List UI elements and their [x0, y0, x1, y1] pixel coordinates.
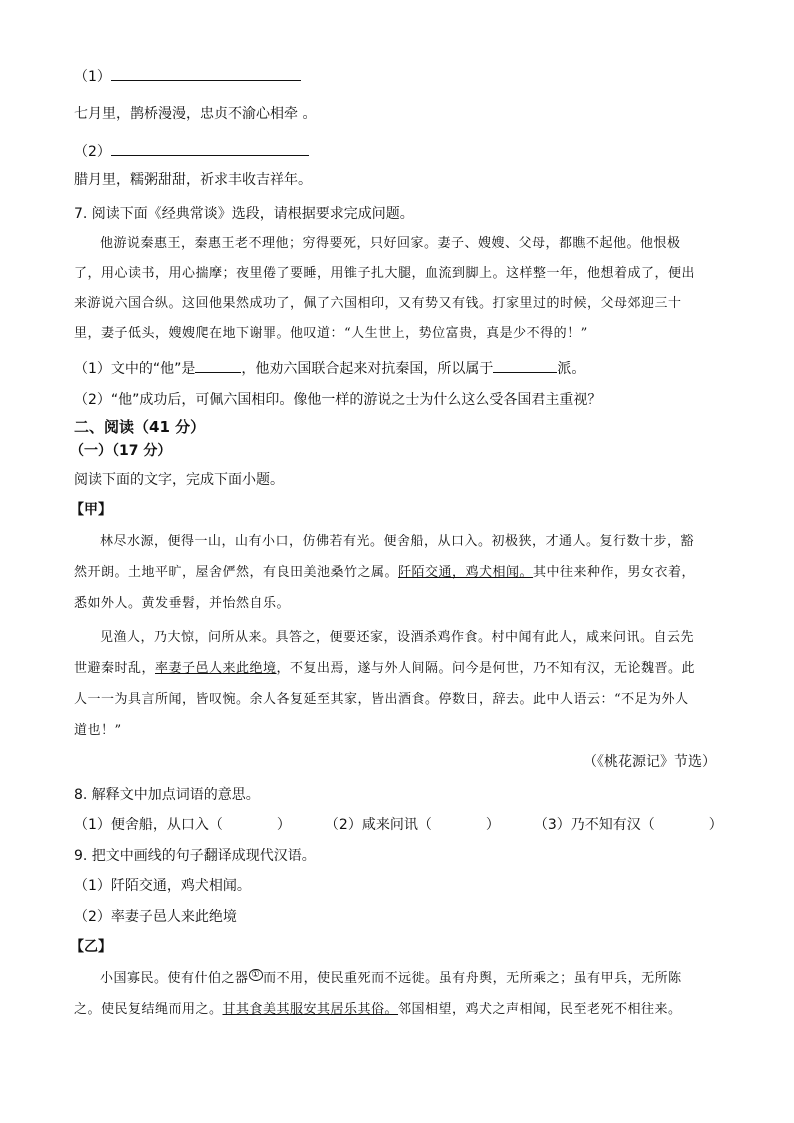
yi-line-2	[74, 1000, 682, 1020]
passage-yi-label: 【乙】	[70, 939, 112, 955]
yi-line-2-b: 邻国相望，鸡犬之声相闻，民至老死不相往来。	[398, 1002, 682, 1017]
q8-item-3: （3）乃不知有汉（	[533, 817, 655, 833]
jia-p1-line-2	[74, 563, 695, 583]
underlined-sentence-3: 甘其食美其服安其居乐其俗。	[222, 1002, 399, 1017]
yi-line-2-a: 之。使民复结绳而用之。	[74, 1002, 223, 1017]
question-9-2: （2）率妻子邑人来此绝境	[74, 909, 237, 925]
yi-line-1-b: 而不用，使民重死而不远徙。虽有舟舆，无所乘之；虽有甲兵，无所陈	[263, 971, 682, 986]
question-7-2: （2）“他”成功后，可佩六国相印。像他一样的游说之士为什么这么受各国君主重视？	[74, 392, 602, 408]
answer-blank-q7-1-a[interactable]	[195, 358, 241, 373]
section-2-heading: 二、阅读（41 分）	[74, 418, 206, 436]
question-9-1: （1）阡陌交通，鸡犬相闻。	[74, 878, 251, 894]
question-7-title: 7. 阅读下面《经典常谈》选段，请根据要求完成问题。	[74, 206, 414, 222]
passage7-line-3: 来游说六国合纵。这回他果然成功了，佩了六国相印，又有势又有钱。打家里过的时候，父母郊迎三十	[74, 296, 682, 311]
passage7-line-1: 他游说秦惠王，秦惠王老不理他；穷得要死，只好回家。妻子、嫂嫂、父母，都瞧不起他。他恨极	[100, 236, 681, 251]
jia-p2-line-1: 见渔人，乃大惊，问所从来。具答之，便要还家，设酒杀鸡作食。村中闻有此人，咸来问讯。自云先	[100, 630, 695, 645]
passage7-line-4: 里，妻子低头，嫂嫂爬在地下谢罪。他叹道：“人生世上，势位富贵，真是少不得的！”	[74, 326, 588, 341]
jia-p2-line-2	[74, 659, 695, 679]
q8-item-2: （2）咸来问讯（	[324, 817, 432, 833]
q7-1-text-c: 派。	[557, 361, 586, 377]
jia-p1-line-2-post: 其中往来种作，男女衣着，	[533, 565, 696, 580]
answer-blank-2[interactable]	[111, 141, 309, 156]
jia-p2-line-2-pre: 世避秦时乱，	[74, 661, 156, 676]
question-8-items	[74, 815, 723, 835]
yi-line-1-a: 小国寡民。使有什伯之器	[100, 971, 249, 986]
q7-1-text-b: ，他劝六国联合起来对抗秦国，所以属于	[241, 361, 494, 377]
q8-item-1: （1）便舍船，从口入（	[74, 817, 223, 833]
passage-jia-label: 【甲】	[70, 502, 112, 518]
jia-p1-line-2-pre: 然开朗。土地平旷，屋舍俨然，有良田美池桑竹之属。	[74, 565, 399, 580]
q8-item-2-close: ）	[485, 817, 500, 833]
answer-blank-q7-1-b[interactable]	[493, 358, 557, 373]
q8-item-3-close: ）	[708, 817, 723, 833]
question-9-title: 9. 把文中画线的句子翻译成现代汉语。	[74, 848, 316, 864]
subsection-1-heading: （一）（17 分）	[70, 443, 172, 459]
q8-item-1-close: ）	[276, 817, 291, 833]
reading-instruction: 阅读下面的文字，完成下面小题。	[74, 472, 284, 488]
question-8-title: 8. 解释文中加点词语的意思。	[74, 787, 260, 803]
passage7-line-2: 了，用心读书，用心揣摩；夜里倦了要睡，用锥子扎大腿，血流到脚上。这样整一年，他想着成了，便出	[74, 266, 696, 281]
answer-blank-1[interactable]	[111, 66, 301, 81]
question-7-1	[74, 358, 585, 379]
poem-line-july: 七月里，鹊桥漫漫，忠贞不渝心相牵 。	[74, 106, 317, 122]
fill-number-1: （1）	[74, 69, 111, 85]
fill-number-2: （2）	[74, 144, 111, 160]
jia-p2-line-3: 人一一为具言所闻，皆叹惋。余人各复延至其家，皆出酒食。停数日，辞去。此中人语云：“不足为外人	[74, 692, 689, 707]
underlined-sentence-1: 阡陌交通，鸡犬相闻。	[398, 565, 534, 580]
jia-p1-line-1: 林尽水源，便得一山，山有小口，仿佛若有光。便舍船，从口入。初极狭，才通人。复行数十步，豁	[100, 534, 695, 549]
poem-line-december: 腊月里，糯粥甜甜，祈求丰收吉祥年。	[74, 172, 312, 188]
jia-p1-line-3: 悉如外人。黄发垂髫，并怡然自乐。	[74, 596, 291, 611]
passage-source: （《桃花源记》节选）	[583, 754, 716, 770]
jia-p2-line-4: 道也！”	[74, 723, 122, 738]
fill-line-1	[74, 66, 301, 87]
q7-1-text-a: （1）文中的“他”是	[74, 361, 196, 377]
underlined-sentence-2: 率妻子邑人来此绝境	[155, 661, 277, 676]
fill-line-2	[74, 141, 309, 162]
jia-p2-line-2-post: ，不复出焉，遂与外人间隔。问今是何世，乃不知有汉，无论魏晋。此	[276, 661, 696, 676]
yi-line-1	[100, 969, 682, 989]
footnote-marker: ①	[249, 969, 264, 981]
